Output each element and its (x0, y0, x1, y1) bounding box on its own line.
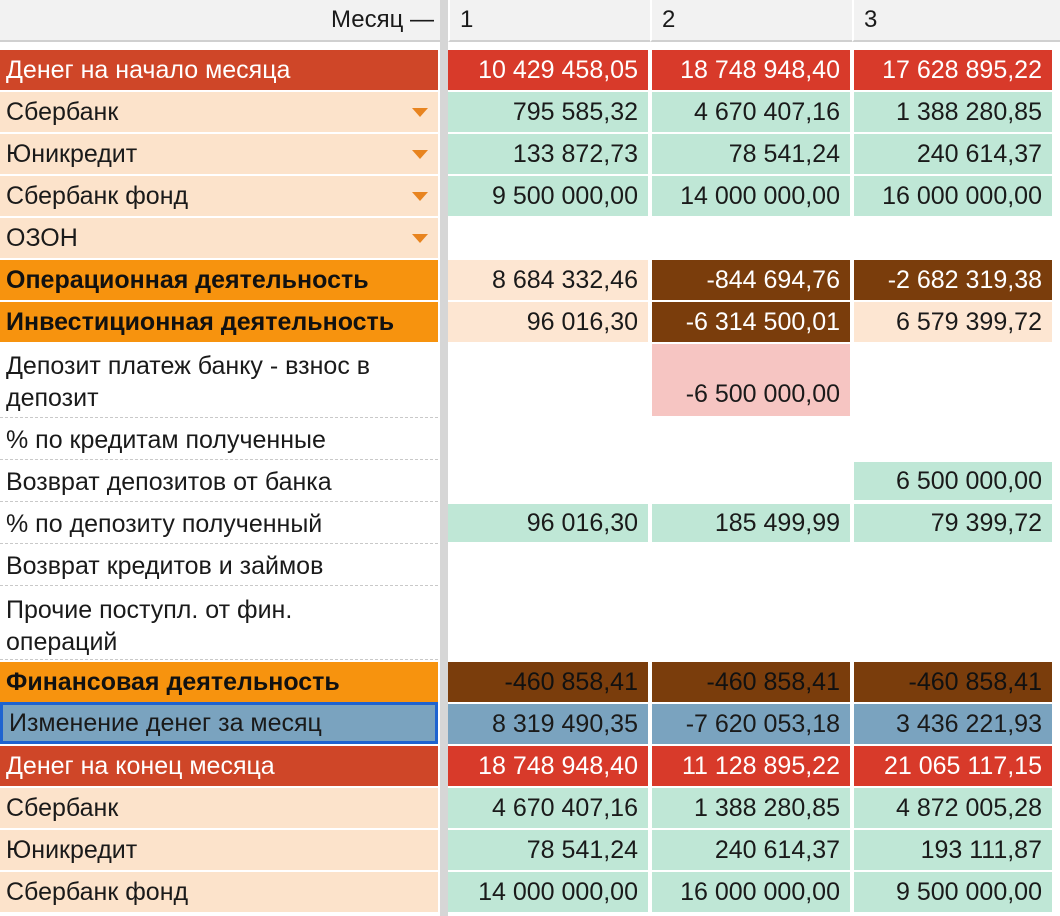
row-label-text: Сбербанк фонд (6, 182, 189, 210)
value-cell[interactable]: 8 684 332,46 (448, 260, 648, 300)
value-cell[interactable]: 240 614,37 (852, 134, 1052, 174)
row-label[interactable] (0, 746, 438, 786)
value-cell[interactable]: 240 614,37 (650, 830, 850, 870)
value-cell[interactable]: 18 748 948,40 (650, 50, 850, 90)
row-label-text: Возврат депозитов от банка (6, 467, 332, 496)
row-label[interactable] (0, 462, 438, 502)
row-label-text: % по депозиту полученный (6, 509, 323, 538)
value-cell[interactable]: -7 620 053,18 (650, 704, 850, 744)
row-label-text: % по кредитам полученные (6, 425, 326, 454)
dropdown-arrow-icon[interactable] (412, 234, 428, 243)
value-cell[interactable]: 6 579 399,72 (852, 302, 1052, 342)
value-cell[interactable]: 8 319 490,35 (448, 704, 648, 744)
value-cell[interactable]: 9 500 000,00 (448, 176, 648, 216)
row-label[interactable] (0, 504, 438, 544)
column-header-2-text: 2 (662, 6, 676, 33)
column-header-2[interactable] (650, 0, 852, 42)
row-label-text: Операционная деятельность (6, 266, 369, 294)
selected-cell[interactable] (0, 702, 438, 744)
row-label[interactable] (0, 218, 438, 258)
row-label[interactable] (0, 546, 438, 586)
value-cell[interactable]: 16 000 000,00 (650, 872, 850, 912)
column-header-1[interactable] (448, 0, 650, 42)
row-label[interactable] (0, 260, 438, 300)
row-label[interactable] (0, 302, 438, 342)
value-cell[interactable]: 17 628 895,22 (852, 50, 1052, 90)
value-cell[interactable]: 795 585,32 (448, 92, 648, 132)
value-cell[interactable]: 14 000 000,00 (650, 176, 850, 216)
value-cell[interactable]: 21 065 117,15 (852, 746, 1052, 786)
dropdown-arrow-icon[interactable] (412, 192, 428, 201)
row-label-text: Юникредит (6, 140, 138, 168)
value-cell[interactable]: -460 858,41 (448, 662, 648, 702)
row-label-text: депозит (6, 384, 99, 412)
row-label[interactable] (0, 50, 438, 90)
value-cell[interactable]: 79 399,72 (852, 504, 1052, 542)
value-cell[interactable]: 4 670 407,16 (650, 92, 850, 132)
row-label[interactable] (0, 662, 438, 702)
row-label-text: Депозит платеж банку - взнос в (6, 352, 371, 380)
value-cell[interactable]: 96 016,30 (448, 504, 648, 542)
column-header-3-text: 3 (864, 6, 878, 33)
value-cell[interactable]: 78 541,24 (650, 134, 850, 174)
row-label[interactable] (0, 420, 438, 460)
value-cell[interactable]: -6 500 000,00 (650, 344, 850, 416)
row-label-text: Инвестиционная деятельность (6, 308, 395, 336)
value-cell[interactable]: 96 016,30 (448, 302, 648, 342)
row-label-text: ОЗОН (6, 224, 78, 252)
column-header-3[interactable] (852, 0, 1060, 42)
dropdown-arrow-icon[interactable] (412, 150, 428, 159)
row-label-text: Денег на конец месяца (6, 752, 275, 780)
row-label-text: Юникредит (6, 836, 138, 864)
value-cell[interactable]: -460 858,41 (650, 662, 850, 702)
value-cell[interactable]: 193 111,87 (852, 830, 1052, 870)
row-label[interactable] (0, 134, 438, 174)
frozen-pane-divider[interactable] (440, 0, 448, 916)
row-label-text: Сбербанк (6, 794, 119, 822)
value-cell[interactable]: 9 500 000,00 (852, 872, 1052, 912)
value-cell[interactable]: 16 000 000,00 (852, 176, 1052, 216)
row-label-text: Изменение денег за месяц (9, 709, 322, 737)
value-cell[interactable]: 3 436 221,93 (852, 704, 1052, 744)
row-label[interactable] (0, 830, 438, 870)
month-header-label (0, 0, 440, 42)
row-label-text: Денег на начало месяца (6, 56, 291, 84)
dropdown-arrow-icon[interactable] (412, 108, 428, 117)
value-cell[interactable]: 6 500 000,00 (852, 462, 1052, 500)
value-cell[interactable]: 185 499,99 (650, 504, 850, 542)
month-header-text: Месяц — (330, 6, 434, 33)
row-label-text: Сбербанк фонд (6, 878, 189, 906)
value-cell[interactable]: 14 000 000,00 (448, 872, 648, 912)
value-cell[interactable]: 18 748 948,40 (448, 746, 648, 786)
row-label[interactable] (0, 344, 438, 418)
value-cell[interactable]: 4 872 005,28 (852, 788, 1052, 828)
value-cell[interactable]: -6 314 500,01 (650, 302, 850, 342)
row-label-text: Финансовая деятельность (6, 668, 340, 696)
row-label-text: Сбербанк (6, 98, 119, 126)
value-cell[interactable]: -2 682 319,38 (852, 260, 1052, 300)
value-cell[interactable]: 1 388 280,85 (852, 92, 1052, 132)
row-label[interactable] (0, 788, 438, 828)
value-cell[interactable]: 10 429 458,05 (448, 50, 648, 90)
column-header-1-text: 1 (460, 6, 474, 33)
value-cell[interactable]: 78 541,24 (448, 830, 648, 870)
row-label[interactable] (0, 176, 438, 216)
row-label-text: Возврат кредитов и займов (6, 551, 324, 580)
value-cell[interactable]: -460 858,41 (852, 662, 1052, 702)
row-label-text: операций (6, 628, 118, 656)
value-cell[interactable]: -844 694,76 (650, 260, 850, 300)
value-cell[interactable]: 133 872,73 (448, 134, 648, 174)
value-cell[interactable]: 4 670 407,16 (448, 788, 648, 828)
row-label[interactable] (0, 872, 438, 912)
value-cell[interactable]: 1 388 280,85 (650, 788, 850, 828)
value-cell[interactable]: 11 128 895,22 (650, 746, 850, 786)
row-label[interactable] (0, 92, 438, 132)
row-label-text: Прочие поступл. от фин. (6, 596, 293, 624)
row-label[interactable] (0, 588, 438, 660)
